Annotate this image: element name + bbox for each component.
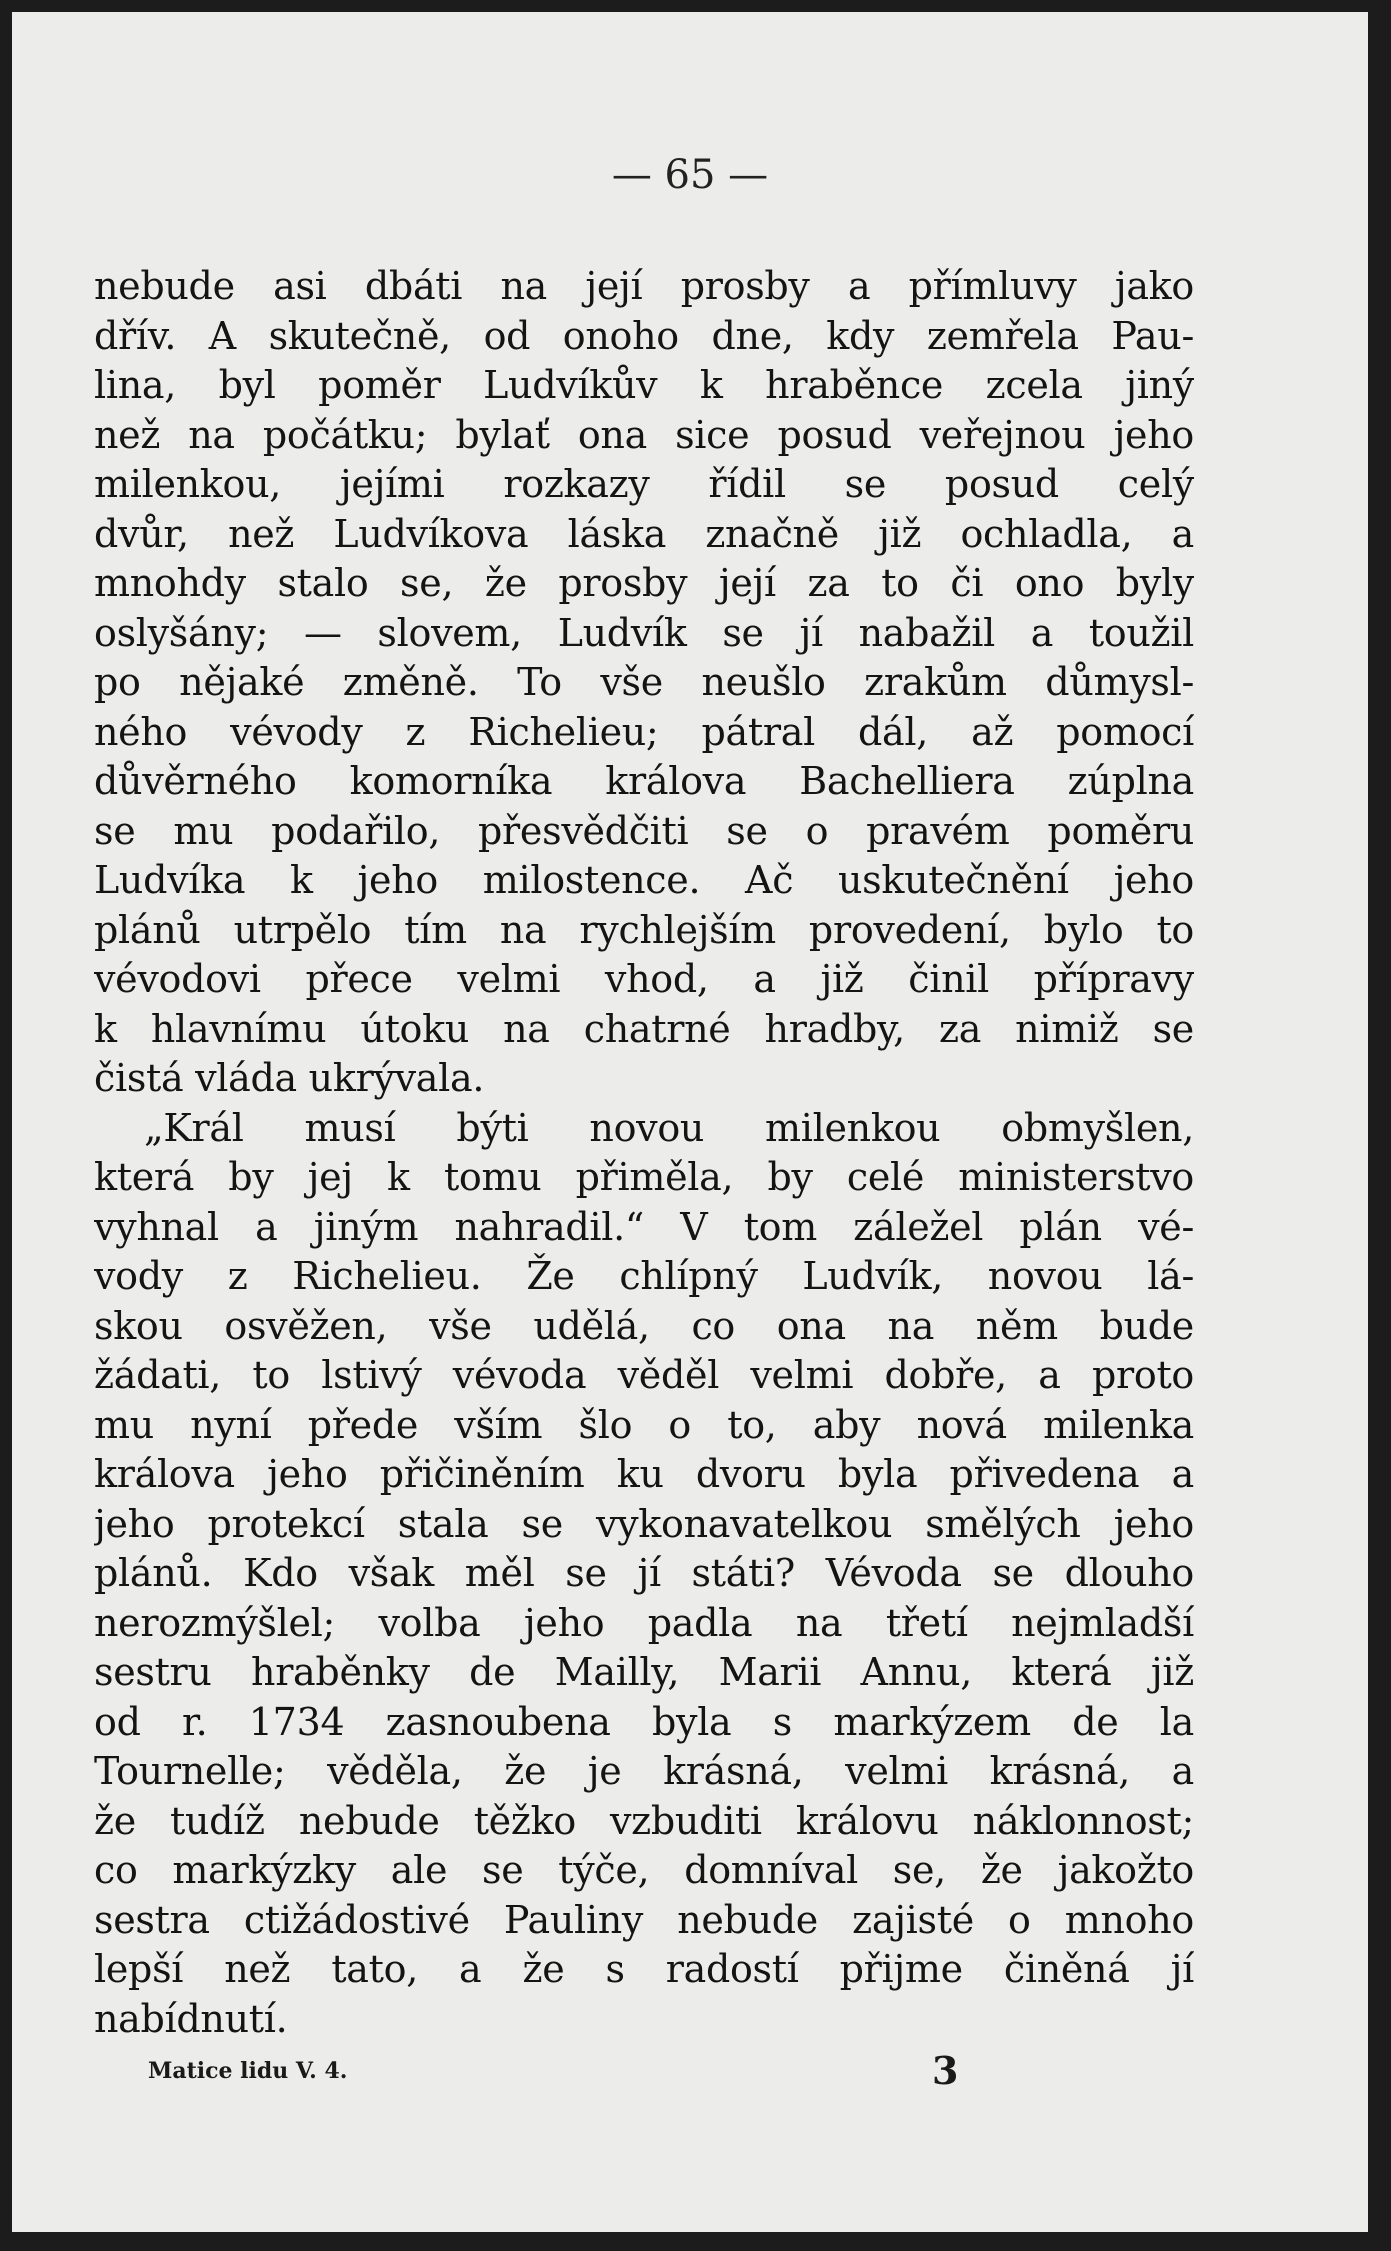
text-line: žádati, to lstivý vévoda věděl velmi dobře, a proto [94,1353,1194,1397]
text-line: mu nyní přede vším šlo o to, aby nová milenka [94,1402,1194,1447]
text-line: co markýzky ale se týče, domníval se, že jakožto [94,1848,1194,1892]
text-line: králova jeho přičiněním ku dvoru byla přivedena a [94,1452,1194,1496]
text-line: lina, byl poměr Ludvíkův k hraběnce zcela jiný [94,363,1194,407]
text-line: čistá vláda ukrývala. [94,1056,485,1100]
text-line: lepší než tato, a že s radostí přijme činěná jí [94,1947,1194,1991]
text-line: Tournelle; věděla, že je krásná, velmi krásná, a [94,1749,1194,1793]
text-line: nabídnutí. [94,1996,288,2041]
text-line: od r. 1734 zasnoubena byla s markýzem de la [94,1699,1194,1744]
text-line: plánů. Kdo však měl se jí státi? Vévoda se dlouho [94,1551,1194,1595]
text-line: skou osvěžen, vše udělá, co ona na něm bude [94,1303,1194,1348]
text-line: mnohdy stalo se, že prosby její za to či ono byly [94,561,1194,605]
printer-signature: Matice lidu V. 4. [148,2058,348,2084]
text-line: dvůr, než Ludvíkova láska značně již ochladla, a [94,511,1194,556]
text-line: plánů utrpělo tím na rychlejším provedení, bylo to [94,907,1194,952]
sheet-number: 3 [932,2048,959,2093]
text-line: Ludvíka k jeho milostence. Ač uskutečnění jeho [94,858,1194,902]
text-line: sestru hraběnky de Mailly, Marii Annu, která již [94,1650,1194,1694]
text-line: nerozmýšlel; volba jeho padla na třetí nejmladší [94,1600,1194,1645]
text-line: důvěrného komorníka králova Bachelliera zúplna [94,759,1194,803]
text-line: sestra ctižádostivé Pauliny nebude zajisté o mnoho [94,1897,1194,1942]
text-line: milenkou, jejími rozkazy řídil se posud celý [94,462,1194,506]
body-text [94,262,1194,2044]
text-line: než na počátku; bylať ona sice posud veřejnou jeho [94,412,1194,457]
text-line: nebude asi dbáti na její prosby a přímluvy jako [94,264,1194,308]
text-line: vyhnal a jiným nahradil.“ V tom záležel plán vé- [94,1204,1194,1249]
text-line: se mu podařilo, přesvědčiti se o pravém poměru [94,808,1194,853]
text-line: ného vévody z Richelieu; pátral dál, až pomocí [94,709,1194,754]
text-line: k hlavnímu útoku na chatrné hradby, za nimiž se [94,1006,1194,1051]
text-line: dřív. A skutečně, od onoho dne, kdy zemřela Pau- [94,313,1194,358]
text-line: „Král musí býti novou milenkou obmyšlen, [144,1105,1194,1150]
text-line: oslyšány; — slovem, Ludvík se jí nabažil a toužil [94,610,1194,655]
book-page [12,12,1368,2232]
text-line: že tudíž nebude těžko vzbuditi královu náklonnost; [94,1798,1194,1843]
page-number: — 65 — [611,152,769,198]
text-line: vévodovi přece velmi vhod, a již činil přípravy [94,957,1194,1001]
text-line: jeho protekcí stala se vykonavatelkou smělých jeho [94,1501,1194,1546]
text-line: po nějaké změně. To vše neušlo zrakům důmysl- [94,660,1194,704]
text-line: která by jej k tomu přiměla, by celé ministerstvo [94,1155,1194,1199]
text-line: vody z Richelieu. Že chlípný Ludvík, novou lá- [94,1254,1194,1298]
